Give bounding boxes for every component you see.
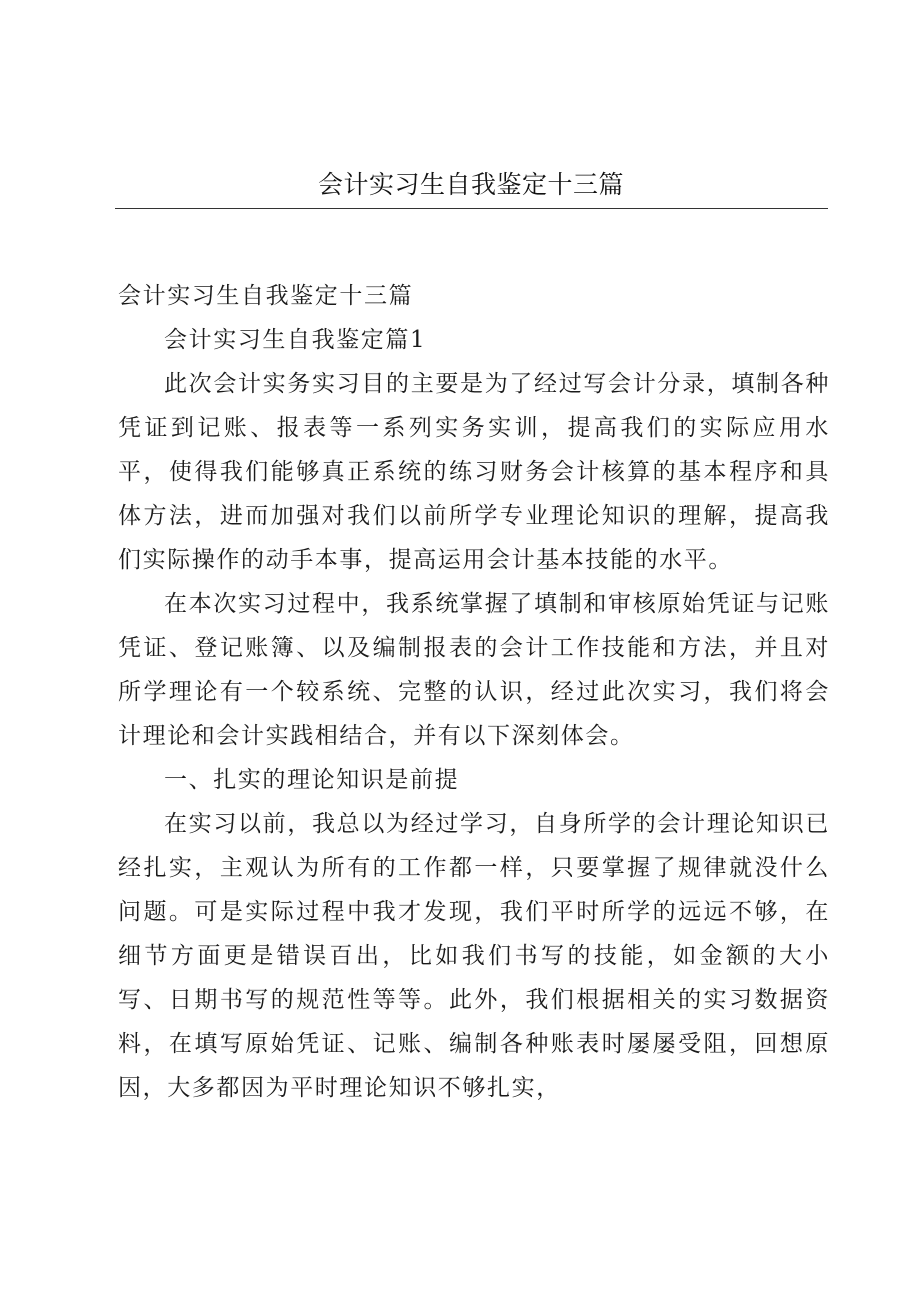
document-title: 会计实习生自我鉴定十三篇 [118,283,414,309]
paragraph-1: 此次会计实务实习目的主要是为了经过写会计分录，填制各种凭证到记账、报表等一系列实务实训，提高我们的实际应用水平，使得我们能够真正系统的练习财务会计核算的基本程序和具体方法，进而加强对我们以前所学专业理论知识的理解，提高我们实际操作的动手本事，提高运用会计基本技能的水平。 [118,371,830,573]
page-header-title: 会计实习生自我鉴定十三篇 [317,170,624,199]
document-body [118,274,830,1110]
section-title: 会计实习生自我鉴定篇1 [164,327,427,353]
paragraph-3: 在实习以前，我总以为经过学习，自身所学的会计理论知识已经扎实，主观认为所有的工作都一样，只要掌握了规律就没什么问题。可是实际过程中我才发现，我们平时所学的远远不够，在细节方面更是错误百出，比如我们书写的技能，如金额的大小写、日期书写的规范性等等。此外，我们根据相关的实习数据资料，在填写原始凭证、记账、编制各种账表时屡屡受阻，回想原因，大多都因为平时理论知识不够扎实， [118,811,830,1101]
heading-1: 一、扎实的理论知识是前提 [164,767,460,793]
header-divider [115,208,828,209]
paragraph-2: 在本次实习过程中，我系统掌握了填制和审核原始凭证与记账凭证、登记账簿、以及编制报表的会计工作技能和方法，并且对所学理论有一个较系统、完整的认识，经过此次实习，我们将会计理论和会计实践相结合，并有以下深刻体会。 [118,591,830,749]
